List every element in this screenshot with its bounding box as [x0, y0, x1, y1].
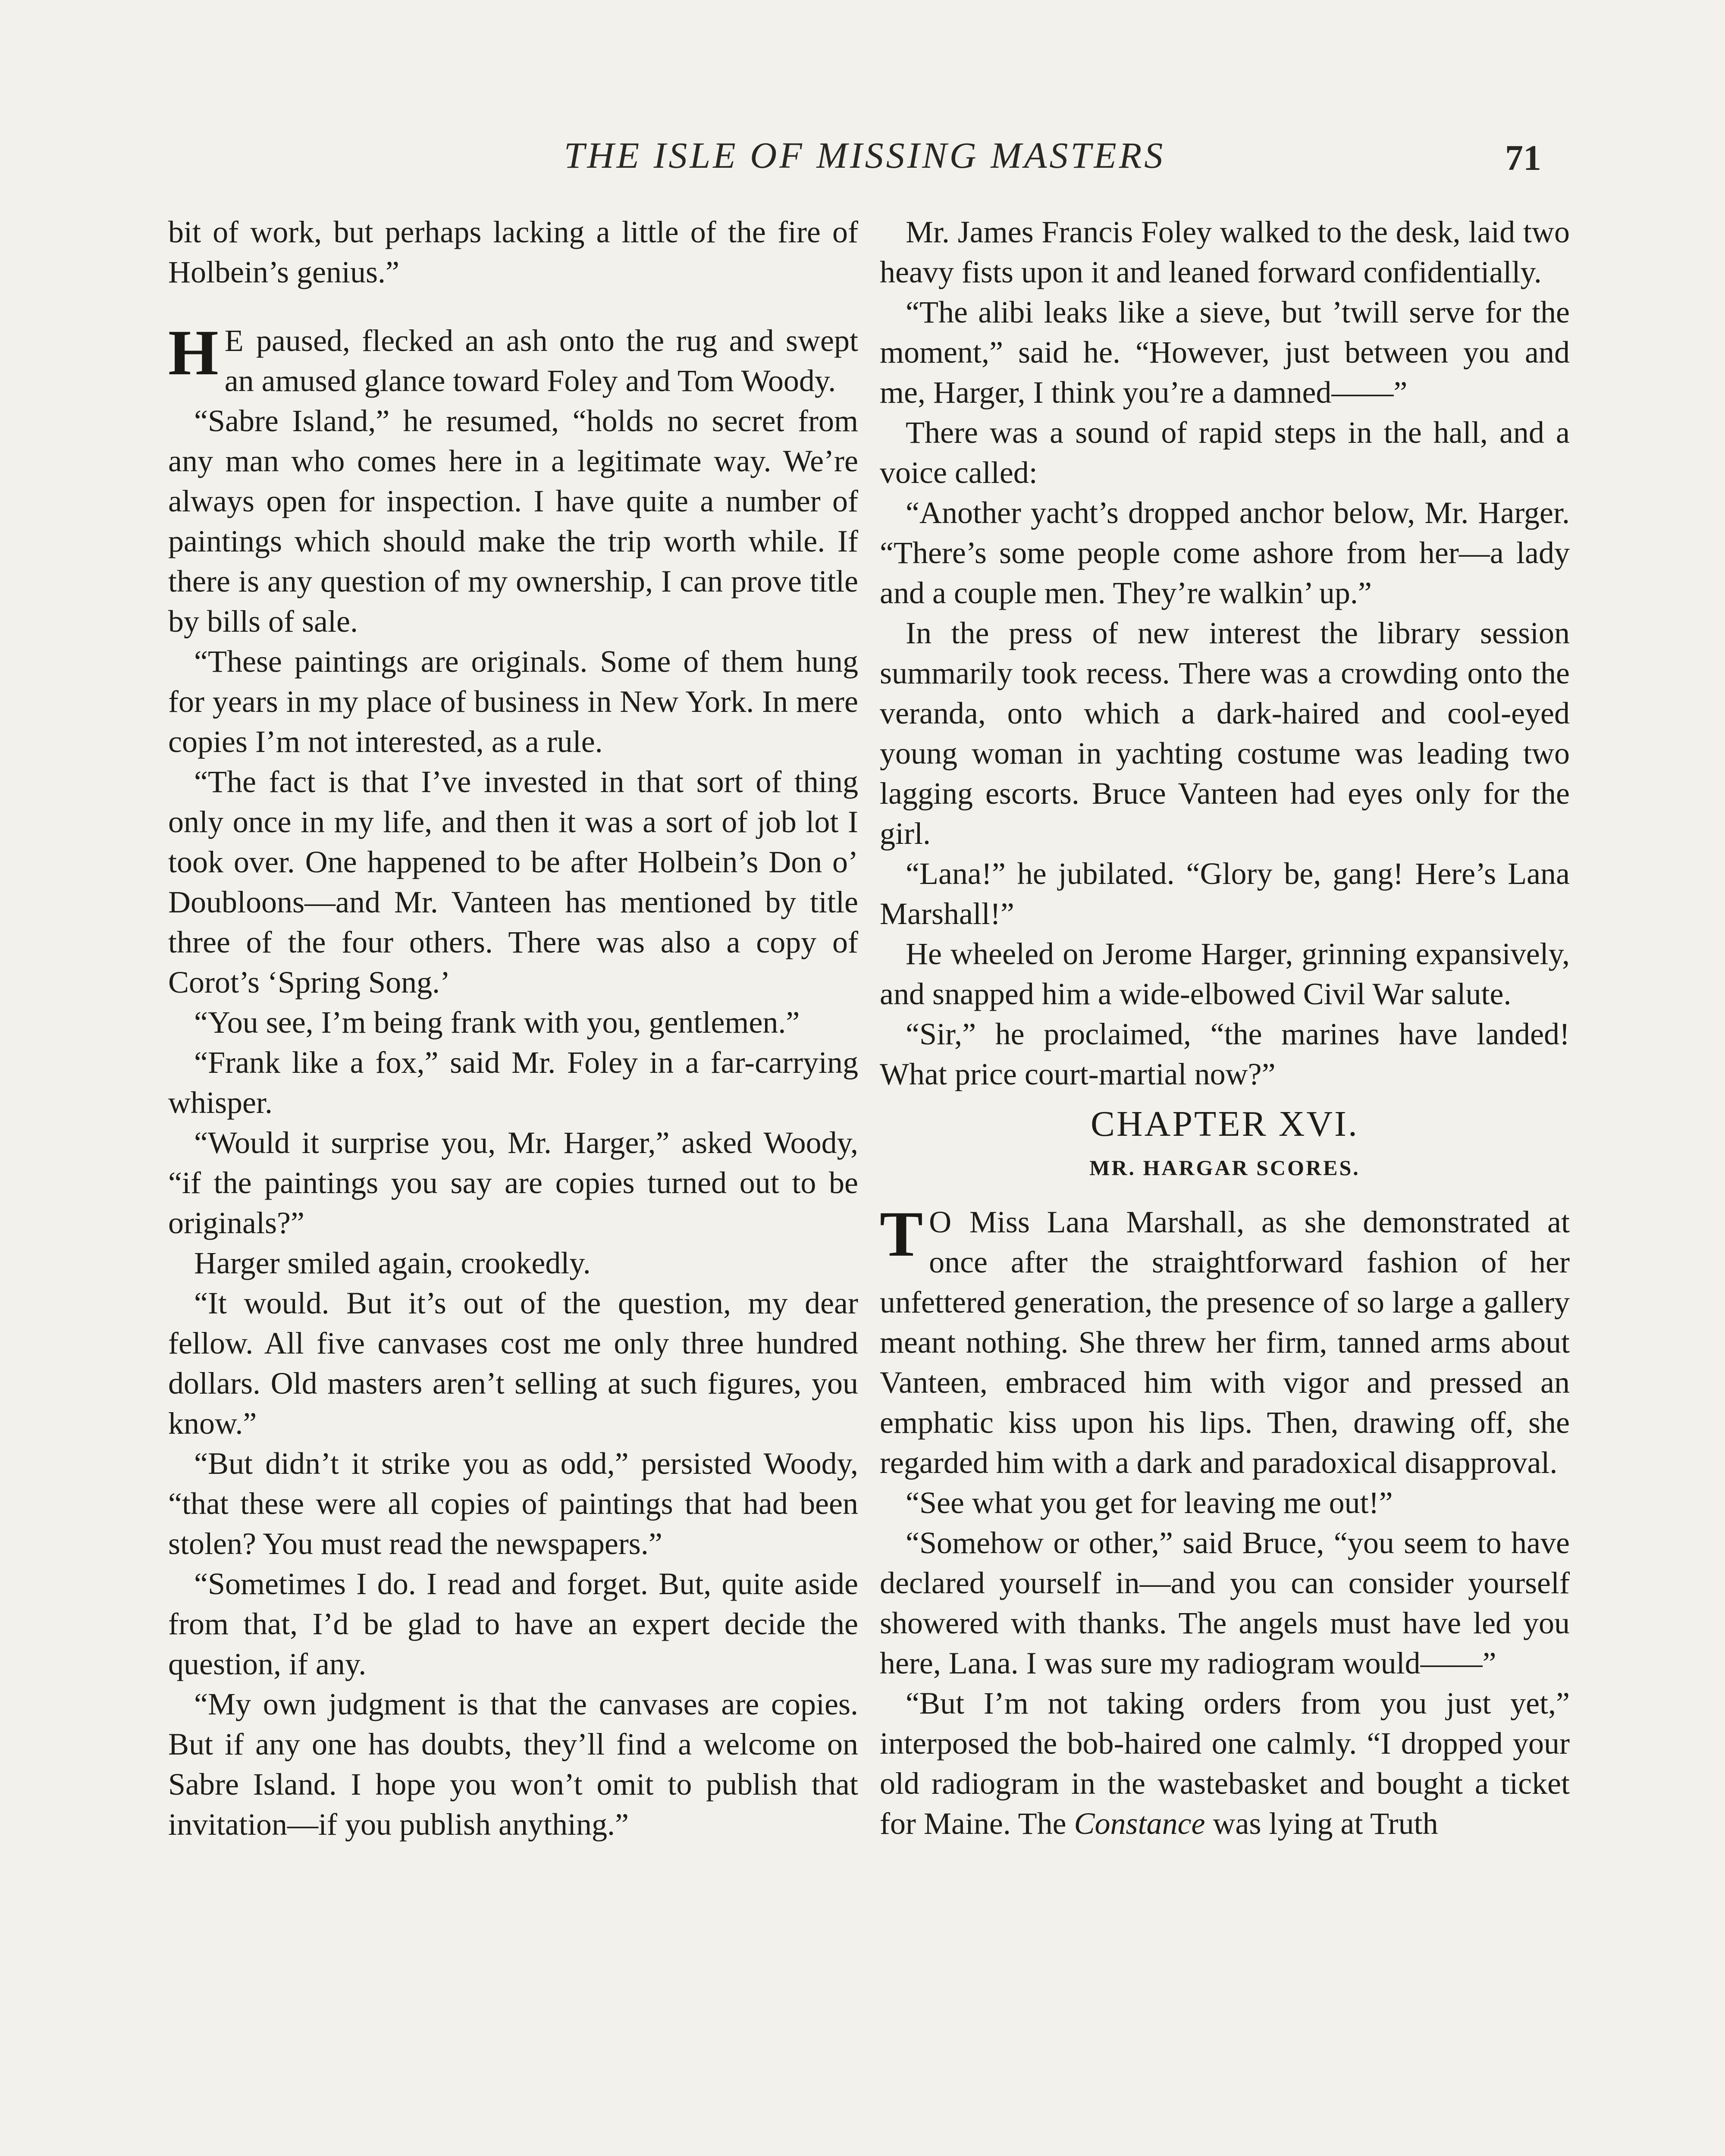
chapter-title: CHAPTER XVI. — [1090, 1104, 1359, 1144]
paragraph: He wheeled on Jerome Harger, grinning expansively, and snapped him a wide-elbowed Civil War salute. — [880, 937, 1570, 1011]
paragraph: “Sir,” he proclaimed, “the marines have landed! What price court-martial now?” — [880, 1017, 1570, 1091]
paragraph: “These paintings are originals. Some of them hung for years in my place of business in New York. In mere copies I’m not interested, as a rule. — [168, 644, 858, 759]
paragraph-dropcap — [880, 1198, 1570, 1483]
paragraph: “Lana!” he jubilated. “Glory be, gang! Here’s Lana Marshall!” — [880, 856, 1570, 931]
paragraph-text: paused, flecked an ash onto the rug and swept an amused glance toward Foley and Tom Woody. — [224, 323, 858, 398]
paragraph: “Sabre Island,” he resumed, “holds no secret from any man who comes here in a legitimate way. We’re always open for inspection. I have quite a number of paintings which should make the trip worth while. If there is any question of my ownership, I can prove title by bills of sale. — [168, 404, 858, 639]
first-letters: E — [224, 323, 245, 358]
first-letters: O — [929, 1205, 953, 1239]
paragraph: There was a sound of rapid steps in the hall, and a voice called: — [880, 415, 1570, 490]
paragraph: “The alibi leaks like a sieve, but ’twill serve for the moment,” said he. “However, just between you and me, Harger, I think you’re a damned——” — [880, 295, 1570, 410]
paragraph: “Another yacht’s dropped anchor below, Mr. Harger. “There’s some people come ashore from her—a lady and a couple men. They’re walkin’ up.” — [880, 495, 1570, 610]
paragraph: “See what you get for leaving me out!” — [906, 1485, 1393, 1520]
paragraph: “It would. But it’s out of the question, my dear fellow. All five canvases cost me only three hundred dollars. Old masters aren’t selling at such figures, you know.” — [168, 1286, 858, 1441]
page-number: 71 — [1505, 138, 1541, 178]
left-column — [168, 212, 858, 1845]
paragraph — [880, 1683, 1570, 1844]
paragraph-text: “But I’m not taking orders from you just yet,” interposed the bob-haired one calmly. “I dropped your old radiogram in the wastebasket and bought a ticket for Maine. The — [880, 1686, 1570, 1841]
paragraph: “Somehow or other,” said Bruce, “you seem to have declared yourself in—and you can consider yourself showered with thanks. The angels must have led you here, Lana. I was sure my radiogram would——” — [880, 1526, 1570, 1680]
paragraph: “Frank like a fox,” said Mr. Foley in a far-carrying whisper. — [168, 1045, 858, 1120]
chapter-subtitle: MR. HARGAR SCORES. — [1089, 1156, 1360, 1180]
paragraph: Mr. James Francis Foley walked to the desk, laid two heavy fists upon it and leaned forward confidentially. — [880, 215, 1570, 289]
running-head: THE ISLE OF MISSING MASTERS — [564, 135, 1166, 176]
paragraph: “Would it surprise you, Mr. Harger,” asked Woody, “if the paintings you say are copies turned out to be originals?” — [168, 1125, 858, 1240]
paragraph: “But didn’t it strike you as odd,” persisted Woody, “that these were all copies of paintings that had been stolen? You must read the newspapers.” — [168, 1446, 858, 1561]
drop-cap: H — [168, 317, 219, 389]
paragraph: “Sometimes I do. I read and forget. But, quite aside from that, I’d be glad to have an expert decide the question, if any. — [168, 1567, 858, 1681]
paragraph: “My own judgment is that the canvases are copies. But if any one has doubts, they’ll find a welcome on Sabre Island. I hope you won’t omit to publish that invitation—if you publish anything.” — [168, 1687, 858, 1842]
paragraph: In the press of new interest the library session summarily took recess. There was a crowding onto the veranda, onto which a dark-haired and cool-eyed young woman in yachting costume was leading two lagging escorts. Bruce Vanteen had eyes only for the girl. — [880, 616, 1570, 851]
drop-cap: T — [880, 1198, 923, 1270]
paragraph: “You see, I’m being frank with you, gentlemen.” — [194, 1005, 800, 1040]
paragraph-text: Miss Lana Marshall, as she demonstrated at once after the straightforward fashion of her unfettered generation, the presence of so large a gallery meant nothing. She threw her firm, tanned arms about Vanteen, embraced him with vigor and pressed an emphatic kiss upon his lips. Then, drawing off, she regarded him with a dark and paradoxical disapproval. — [880, 1205, 1570, 1480]
paragraph: bit of work, but perhaps lacking a little of the fire of Holbein’s genius.” — [168, 215, 858, 289]
paragraph: Harger smiled again, crookedly. — [194, 1246, 591, 1280]
ship-name: Constance — [1074, 1806, 1205, 1841]
paragraph-text: was lying at Truth — [1205, 1806, 1438, 1841]
right-column — [880, 212, 1570, 1844]
paragraph: “The fact is that I’ve invested in that sort of thing only once in my life, and then it was a sort of job lot I took over. One happened to be after Holbein’s Don o’ Doubloons—and Mr. Vanteen has mentioned by title three of the four others. There was also a copy of Corot’s ‘Spring Song.’ — [168, 765, 858, 1000]
paragraph-dropcap — [168, 317, 858, 401]
